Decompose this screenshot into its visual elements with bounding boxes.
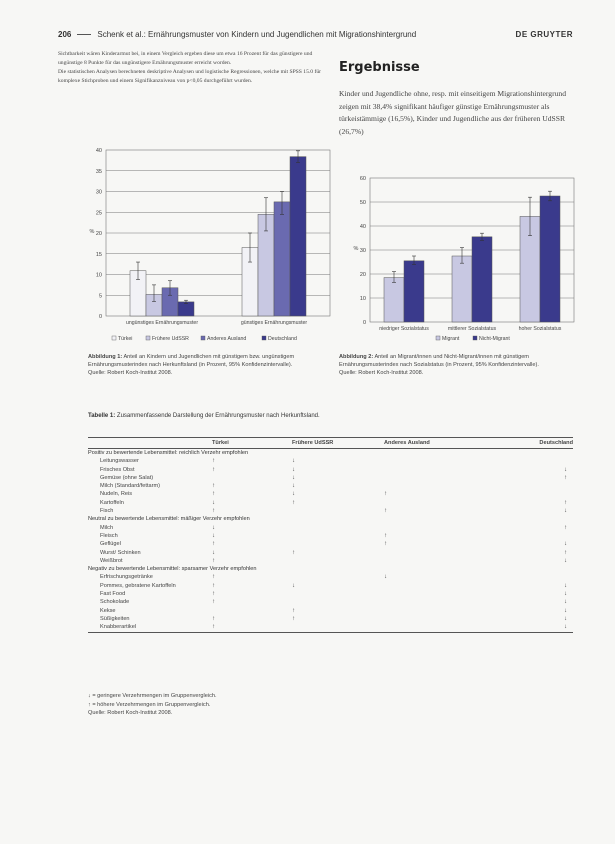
- table-row: [88, 490, 573, 498]
- table-row: [88, 482, 573, 490]
- food-label: Frisches Obst: [100, 466, 135, 473]
- bar: [274, 202, 290, 316]
- arrow-down-icon: ↓: [292, 474, 295, 481]
- left-paragraph-1: Sichtbarkeit wären Kinderarmut bei, in einem Vergleich ergeben diese um etwa 16 Prozent für das günstigere und ungünstige 8 Punkte für das ungünstigere Ernährungsmuster erreicht worden.: [58, 51, 313, 66]
- empty-cell: [384, 457, 474, 465]
- arrow-down-icon: ↓: [292, 491, 295, 498]
- y-tick-label: 5: [98, 293, 102, 300]
- table-row: [88, 598, 573, 606]
- y-tick-label: 50: [359, 200, 366, 206]
- figure-2-caption: [339, 353, 575, 377]
- results-paragraph: Kinder und Jugendliche ohne, resp. mit einseitigem Migrationshintergrund zeigen mit 38,4% signifikant häufiger günstige Ernährungsmuster als türkeistämmige (16,5%), Kinder und Jugendliche aus der früheren UdSSR (26,7%): [339, 89, 566, 136]
- table-header-row: [88, 438, 573, 449]
- arrow-up-icon: ↑: [292, 549, 295, 556]
- empty-cell: [474, 457, 573, 465]
- page-number: 206: [58, 30, 72, 39]
- legend-swatch: [436, 336, 440, 340]
- empty-cell: [384, 615, 474, 623]
- y-axis-label: %: [353, 246, 359, 252]
- y-tick-label: 25: [95, 210, 102, 217]
- figure-2-source: Quelle: Robert Koch-Institut 2008.: [339, 370, 424, 376]
- food-label: Pommes, gebratene Kartoffeln: [100, 582, 176, 589]
- y-tick-label: 60: [359, 176, 366, 182]
- empty-cell: [384, 598, 474, 606]
- empty-cell: [474, 490, 573, 498]
- legend-label: Deutschland: [268, 336, 297, 342]
- arrow-down-icon: ↓: [564, 557, 567, 564]
- bar: [540, 196, 560, 322]
- table-row: [88, 582, 573, 590]
- figure-1-chart: [60, 140, 345, 352]
- figure-2-chart: [340, 168, 580, 352]
- table-caption: [88, 413, 573, 419]
- section-heading: Ergebnisse: [339, 60, 420, 75]
- empty-cell: [292, 590, 384, 598]
- table-header-deutschland: Deutschland: [474, 438, 573, 449]
- table-row: [88, 532, 573, 540]
- arrow-down-icon: ↓: [564, 541, 567, 548]
- section-label: Negativ zu bewertende Lebensmittel: sparsamer Verzehr empfohlen: [88, 566, 257, 573]
- arrow-up-icon: ↑: [212, 491, 215, 498]
- y-tick-label: 20: [359, 272, 366, 278]
- food-label: Fleisch: [100, 532, 118, 539]
- table-header-udssr: Frühere UdSSR: [292, 438, 384, 449]
- y-axis-label: %: [89, 229, 95, 235]
- table-row: [88, 499, 573, 507]
- arrow-up-icon: ↑: [292, 499, 295, 506]
- food-label: Süßigkeiten: [100, 615, 130, 622]
- y-tick-label: 10: [359, 296, 366, 302]
- arrow-down-icon: ↓: [564, 508, 567, 515]
- table-header-blank: [88, 438, 212, 449]
- table-row: [88, 507, 573, 515]
- food-label: Milch (Standard/fettarm): [100, 483, 160, 490]
- empty-cell: [292, 557, 384, 565]
- footnote-down: ↓ = geringere Verzehrmengen im Gruppenvergleich.: [88, 693, 217, 699]
- legend-swatch: [146, 336, 150, 340]
- bar: [178, 302, 194, 316]
- arrow-up-icon: ↑: [564, 474, 567, 481]
- x-tick-label: hoher Sozialstatus: [518, 326, 562, 332]
- legend-label: Anderes Ausland: [207, 336, 247, 342]
- arrow-down-icon: ↓: [212, 524, 215, 531]
- figure-1-label: Abbildung 1:: [88, 354, 123, 360]
- empty-cell: [292, 507, 384, 515]
- empty-cell: [292, 598, 384, 606]
- arrow-down-icon: ↓: [292, 458, 295, 465]
- empty-cell: [292, 573, 384, 581]
- figure-2-caption-text: Anteil an Migrant/innen und Nicht-Migrant/innen mit günstigem Ernährungsmusterindex nach Sozialstatus (in Prozent, 95% Konfidenzintervalle).: [339, 354, 539, 368]
- arrow-up-icon: ↑: [212, 591, 215, 598]
- arrow-down-icon: ↓: [292, 466, 295, 473]
- legend-label: Türkei: [118, 336, 133, 342]
- arrow-up-icon: ↑: [564, 549, 567, 556]
- food-label: Fast Food: [100, 591, 126, 598]
- table-label: Tabelle 1:: [88, 413, 116, 419]
- arrow-down-icon: ↓: [384, 574, 387, 581]
- empty-cell: [384, 466, 474, 474]
- table-caption-text: Zusammenfassende Darstellung der Ernährungsmuster nach Herkunftsland.: [116, 413, 320, 419]
- food-label: Weißbrot: [100, 557, 123, 564]
- legend-swatch: [262, 336, 266, 340]
- arrow-down-icon: ↓: [212, 549, 215, 556]
- food-label: Erfrischungsgetränke: [100, 574, 153, 581]
- y-tick-label: 0: [362, 320, 366, 326]
- x-tick-label: mittlerer Sozialstatus: [447, 326, 497, 332]
- legend-swatch: [201, 336, 205, 340]
- food-label: Kekse: [100, 607, 116, 614]
- empty-cell: [384, 590, 474, 598]
- empty-cell: [474, 532, 573, 540]
- y-tick-label: 40: [359, 224, 366, 230]
- arrow-up-icon: ↑: [212, 483, 215, 490]
- running-title: Schenk et al.: Ernährungsmuster von Kindern und Jugendlichen mit Migrationshintergrund: [97, 30, 417, 39]
- arrow-up-icon: ↑: [212, 541, 215, 548]
- food-label: Knabberartikel: [88, 623, 212, 632]
- arrow-up-icon: ↑: [212, 458, 215, 465]
- empty-cell: [474, 482, 573, 490]
- food-label: Schokolade: [100, 599, 130, 606]
- empty-cell: [384, 582, 474, 590]
- arrow-down-icon: ↓: [292, 582, 295, 589]
- figure-2-label: Abbildung 2:: [339, 354, 374, 360]
- arrow-down-icon: ↓: [292, 483, 295, 490]
- arrow-down-icon: ↓: [564, 599, 567, 606]
- y-tick-label: 35: [95, 168, 102, 175]
- empty-cell: [384, 499, 474, 507]
- section-label: Positiv zu bewertende Lebensmittel: reichlich Verzehr empfohlen: [88, 450, 249, 456]
- x-tick-label: niedriger Sozialstatus: [379, 326, 429, 332]
- arrow-up-icon: ↑: [292, 607, 295, 614]
- arrow-down-icon: ↓: [474, 623, 573, 632]
- arrow-up-icon: ↑: [384, 541, 387, 548]
- y-tick-label: 30: [95, 189, 102, 196]
- empty-cell: [212, 474, 292, 482]
- food-label: Nudeln, Reis: [100, 491, 133, 498]
- arrow-up-icon: ↑: [384, 508, 387, 515]
- y-tick-label: 30: [359, 248, 366, 254]
- y-tick-label: 10: [95, 272, 102, 279]
- table-row: [88, 524, 573, 532]
- bar: [290, 157, 306, 316]
- table-header-ausland: Anderes Ausland: [384, 438, 474, 449]
- empty-cell: [474, 573, 573, 581]
- empty-cell: [292, 623, 384, 632]
- table-row: [88, 573, 573, 581]
- table-row: [88, 590, 573, 598]
- arrow-up-icon: ↑: [384, 491, 387, 498]
- arrow-up-icon: ↑: [212, 508, 215, 515]
- empty-cell: [384, 549, 474, 557]
- x-tick-label: günstiges Ernährungsmuster: [240, 320, 308, 326]
- table-row: [88, 457, 573, 465]
- food-label: Kartoffeln: [100, 499, 124, 506]
- food-label: Wurst/ Schinken: [100, 549, 141, 556]
- table-row: [88, 474, 573, 482]
- left-paragraph-2: Die statistischen Analysen berechneten deskriptive Analysen und logistische Regressionen, welche mit SPSS 15.0 für komplexe Stichproben und einem Signifikanzniveau von p<0,05 durchgeführt wurden.: [58, 69, 322, 84]
- table-row: [88, 557, 573, 565]
- legend-label: Frühere UdSSR: [152, 336, 189, 342]
- arrow-up-icon: ↑: [212, 623, 292, 632]
- table-section-row: [88, 515, 573, 523]
- food-label: Geflügel: [100, 541, 121, 548]
- legend-label: Migrant: [442, 336, 460, 342]
- food-label: Gemüse (ohne Salat): [100, 474, 154, 481]
- arrow-down-icon: ↓: [564, 466, 567, 473]
- table-section-row: [88, 449, 573, 458]
- right-column-text: [339, 88, 575, 138]
- y-tick-label: 20: [95, 231, 102, 237]
- empty-cell: [292, 532, 384, 540]
- arrow-down-icon: ↓: [564, 615, 567, 622]
- table-row: [88, 540, 573, 548]
- table-header-tuerkei: Türkei: [212, 438, 292, 449]
- legend-swatch: [473, 336, 477, 340]
- running-header: [58, 30, 573, 44]
- table-section-row: [88, 565, 573, 573]
- table-row: [88, 607, 573, 615]
- empty-cell: [292, 524, 384, 532]
- table-row: [88, 615, 573, 623]
- figure-1-caption: [88, 353, 326, 377]
- legend-label: Nicht-Migrant: [479, 336, 510, 342]
- empty-cell: [292, 540, 384, 548]
- left-column-text: [58, 50, 330, 86]
- figure-1-source: Quelle: Robert Koch-Institut 2008.: [88, 370, 173, 376]
- legend-swatch: [112, 336, 116, 340]
- arrow-down-icon: ↓: [564, 582, 567, 589]
- table-row: [88, 549, 573, 557]
- arrow-up-icon: ↑: [212, 615, 215, 622]
- summary-table: [88, 437, 573, 633]
- footnote-up: ↑ = höhere Verzehrmengen im Gruppenvergleich.: [88, 701, 211, 708]
- food-label: Leitungswasser: [100, 458, 139, 465]
- bar: [384, 278, 404, 322]
- header-rule: [77, 34, 91, 35]
- empty-cell: [384, 607, 474, 615]
- figure-1-caption-text: Anteil an Kindern und Jugendlichen mit günstigem bzw. ungünstigem Ernährungsmusterindex nach Herkunftsland (in Prozent, 95% Konfidenzintervalle).: [88, 354, 295, 368]
- arrow-up-icon: ↑: [384, 532, 387, 539]
- x-tick-label: ungünstiges Ernährungsmuster: [125, 320, 199, 326]
- arrow-down-icon: ↓: [564, 591, 567, 598]
- table-source: Quelle: Robert Koch-Institut 2008.: [88, 710, 173, 717]
- empty-cell: [212, 607, 292, 615]
- empty-cell: [384, 557, 474, 565]
- section-label: Neutral zu bewertende Lebensmittel: mäßiger Verzehr empfohlen: [88, 516, 250, 523]
- arrow-down-icon: ↓: [564, 607, 567, 614]
- arrow-up-icon: ↑: [212, 582, 215, 589]
- arrow-up-icon: ↑: [564, 524, 567, 531]
- bar: [472, 237, 492, 322]
- empty-cell: [384, 482, 474, 490]
- table-footnotes: [88, 692, 217, 718]
- arrow-up-icon: ↑: [212, 466, 215, 473]
- bar: [452, 256, 472, 322]
- arrow-down-icon: ↓: [212, 499, 215, 506]
- food-label: Fisch: [100, 508, 114, 515]
- arrow-up-icon: ↑: [212, 599, 215, 606]
- arrow-up-icon: ↑: [564, 499, 567, 506]
- y-tick-label: 15: [95, 251, 102, 258]
- publisher-name: DE GRUYTER: [515, 30, 573, 39]
- y-tick-label: 40: [95, 148, 102, 154]
- empty-cell: [384, 524, 474, 532]
- empty-cell: [384, 623, 474, 632]
- food-label: Milch: [100, 524, 114, 531]
- y-tick-label: 0: [98, 314, 102, 320]
- table-row: [88, 623, 573, 632]
- arrow-up-icon: ↑: [212, 574, 215, 581]
- empty-cell: [384, 474, 474, 482]
- table-row: [88, 466, 573, 474]
- arrow-down-icon: ↓: [212, 532, 215, 539]
- arrow-up-icon: ↑: [212, 557, 215, 564]
- arrow-up-icon: ↑: [292, 615, 295, 622]
- bar: [404, 261, 424, 322]
